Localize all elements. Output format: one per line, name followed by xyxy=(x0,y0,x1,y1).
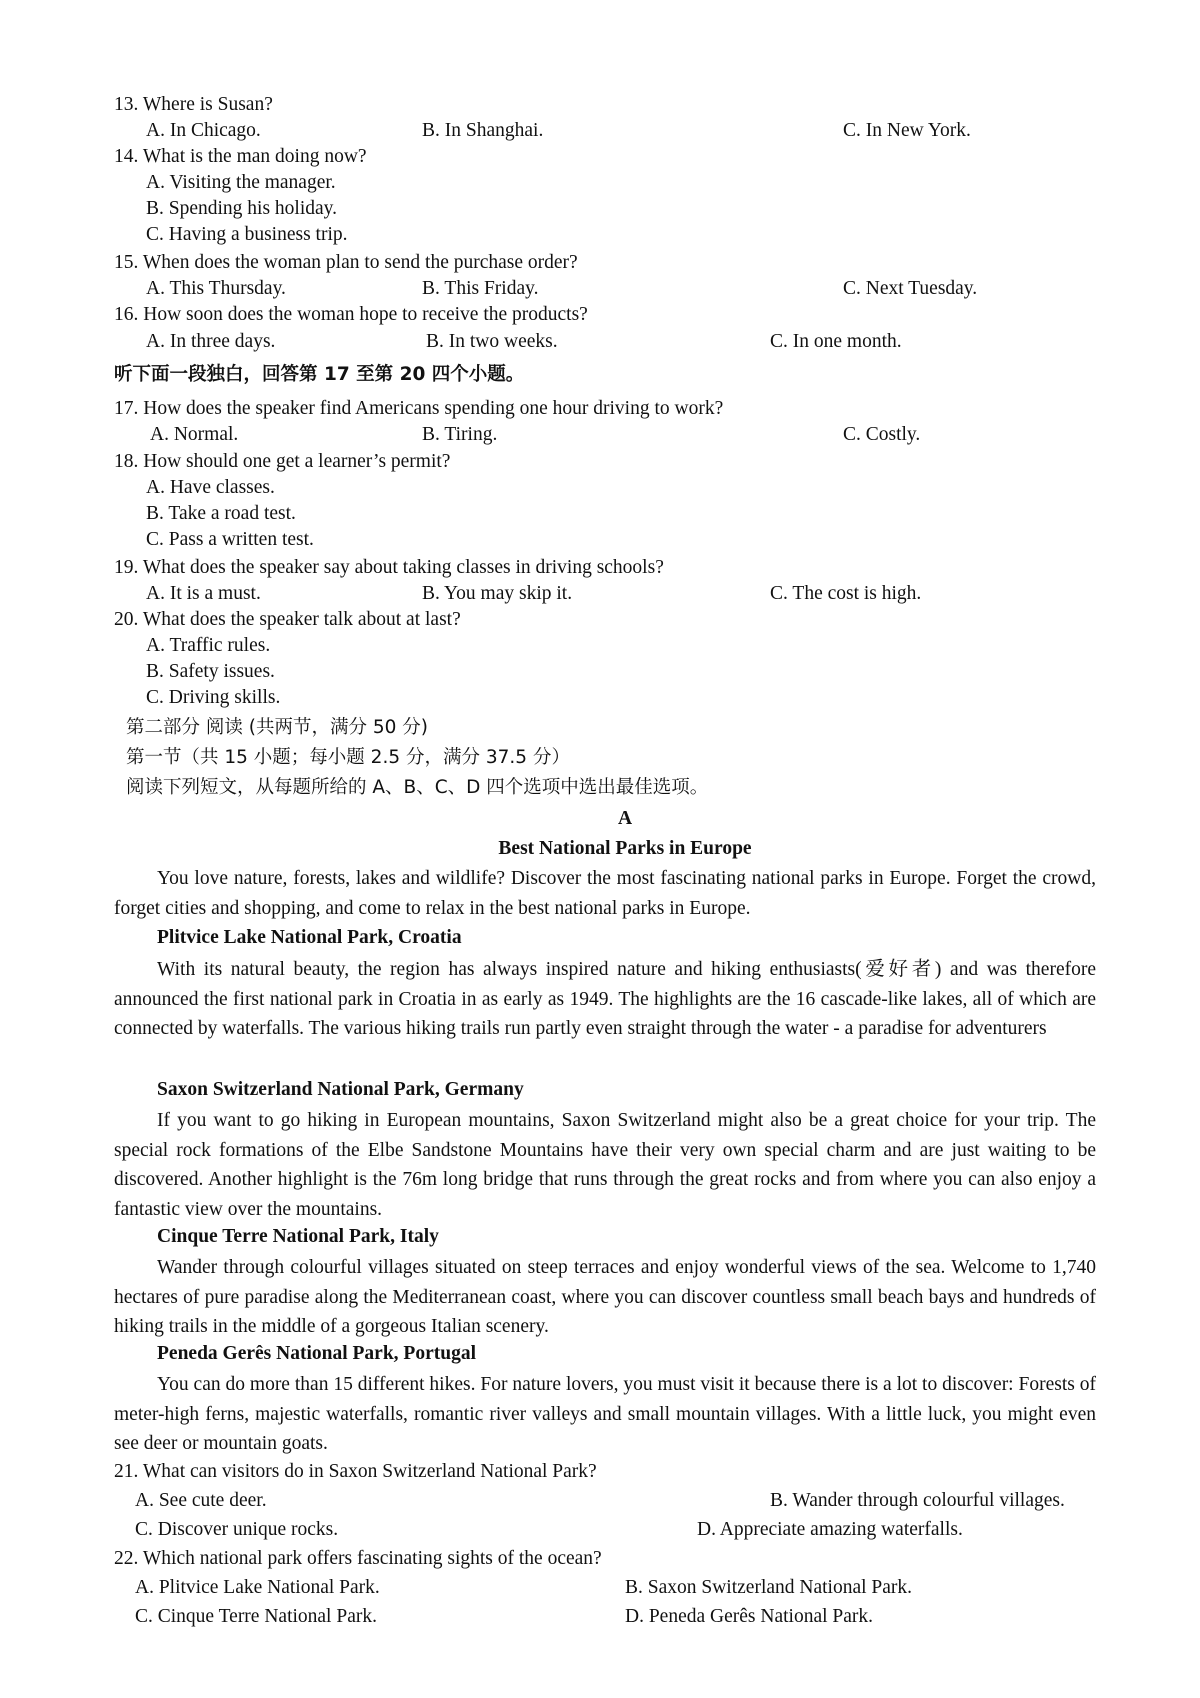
option-17b: B. Tiring. xyxy=(422,424,498,445)
option-15b: B. This Friday. xyxy=(422,278,539,299)
passage-title: Best National Parks in Europe xyxy=(498,838,752,859)
question-13: 13. Where is Susan? xyxy=(114,94,273,115)
option-22b: B. Saxon Switzerland National Park. xyxy=(625,1577,913,1598)
reading-instruction: 阅读下列短文，从每题所给的 A、B、C、D 四个选项中选出最佳选项。 xyxy=(126,777,709,798)
question-18: 18. How should one get a learner’s permit? xyxy=(114,451,451,472)
part-two-heading: 第二部分 阅读 (共两节，满分 50 分) xyxy=(126,717,428,738)
option-17c: C. Costly. xyxy=(843,424,921,445)
park-text-saxon: If you want to go hiking in European mountains, Saxon Switzerland might also be a great choice for your trip. The special rock formations of the Elbe Sandstone Mountains have their very own special charm and are just waiting to be discovered. Another highlight is the 76m long bridge that runs through the great rocks and from where you can also enjoy a fantastic view over the mountains. xyxy=(114,1110,1096,1220)
question-14: 14. What is the man doing now? xyxy=(114,146,367,167)
park-heading-plitvice: Plitvice Lake National Park, Croatia xyxy=(157,927,462,948)
option-21d: D. Appreciate amazing waterfalls. xyxy=(697,1519,963,1540)
park-heading-cinque: Cinque Terre National Park, Italy xyxy=(157,1226,439,1247)
option-15c: C. Next Tuesday. xyxy=(843,278,978,299)
park-heading-saxon: Saxon Switzerland National Park, Germany xyxy=(157,1079,524,1100)
option-20b: B. Safety issues. xyxy=(146,661,275,682)
question-16: 16. How soon does the woman hope to receive the products? xyxy=(114,304,588,325)
question-21: 21. What can visitors do in Saxon Switzerland National Park? xyxy=(114,1461,597,1482)
option-22a: A. Plitvice Lake National Park. xyxy=(135,1577,380,1598)
option-20a: A. Traffic rules. xyxy=(146,635,271,656)
option-13a: A. In Chicago. xyxy=(146,120,261,141)
passage-intro: You love nature, forests, lakes and wildlife? Discover the most fascinating national parks in Europe. Forget the crowd, forget cities and shopping, and come to relax in the best national parks in Europe. xyxy=(114,868,1096,919)
question-15: 15. When does the woman plan to send the purchase order? xyxy=(114,252,578,273)
question-19: 19. What does the speaker say about taking classes in driving schools? xyxy=(114,557,664,578)
monologue-instruction: 听下面一段独白，回答第 17 至第 20 四个小题。 xyxy=(114,364,525,385)
option-21b: B. Wander through colourful villages. xyxy=(770,1490,1065,1511)
option-18b: B. Take a road test. xyxy=(146,503,296,524)
section-one-heading: 第一节（共 15 小题；每小题 2.5 分，满分 37.5 分） xyxy=(126,747,570,768)
option-22d: D. Peneda Gerês National Park. xyxy=(625,1606,874,1627)
option-16c: C. In one month. xyxy=(770,331,902,352)
option-16b: B. In two weeks. xyxy=(426,331,558,352)
option-19c: C. The cost is high. xyxy=(770,583,922,604)
question-17: 17. How does the speaker find Americans spending one hour driving to work? xyxy=(114,398,724,419)
option-17a: A. Normal. xyxy=(150,424,239,445)
option-19b: B. You may skip it. xyxy=(422,583,573,604)
option-16a: A. In three days. xyxy=(146,331,276,352)
option-13c: C. In New York. xyxy=(843,120,971,141)
option-13b: B. In Shanghai. xyxy=(422,120,544,141)
park-text-peneda: You can do more than 15 different hikes. For nature lovers, you must visit it because there is a lot to discover: Forests of meter-high ferns, majestic waterfalls, romantic river valleys and small mountain villages. With a little luck, you might even see deer or mountain goats. xyxy=(114,1374,1096,1454)
question-20: 20. What does the speaker talk about at last? xyxy=(114,609,461,630)
option-21a: A. See cute deer. xyxy=(135,1490,267,1511)
option-18a: A. Have classes. xyxy=(146,477,275,498)
question-22: 22. Which national park offers fascinating sights of the ocean? xyxy=(114,1548,602,1569)
park-text-cinque: Wander through colourful villages situated on steep terraces and enjoy wonderful views of the sea. Welcome to 1,740 hectares of pure paradise along the Mediterranean coast, where you can discover countless small beach bays and hundreds of hiking trails in the middle of a gorgeous Italian scenery. xyxy=(114,1257,1096,1337)
option-20c: C. Driving skills. xyxy=(146,687,281,708)
option-22c: C. Cinque Terre National Park. xyxy=(135,1606,377,1627)
option-14c: C. Having a business trip. xyxy=(146,224,348,245)
option-15a: A. This Thursday. xyxy=(146,278,286,299)
park-heading-peneda: Peneda Gerês National Park, Portugal xyxy=(157,1343,476,1364)
option-19a: A. It is a must. xyxy=(146,583,261,604)
passage-letter: A xyxy=(617,808,633,829)
park-text-plitvice: With its natural beauty, the region has always inspired nature and hiking enthusiasts(爱好者) and was therefore announced the first national park in Croatia in as early as 1949. The highlights are the 16 cascade-like lakes, all of which are connected by waterfalls. The various hiking trails run partly even straight through the water - a paradise for adventurers xyxy=(114,959,1096,1039)
option-14b: B. Spending his holiday. xyxy=(146,198,338,219)
option-18c: C. Pass a written test. xyxy=(146,529,314,550)
option-14a: A. Visiting the manager. xyxy=(146,172,336,193)
option-21c: C. Discover unique rocks. xyxy=(135,1519,339,1540)
